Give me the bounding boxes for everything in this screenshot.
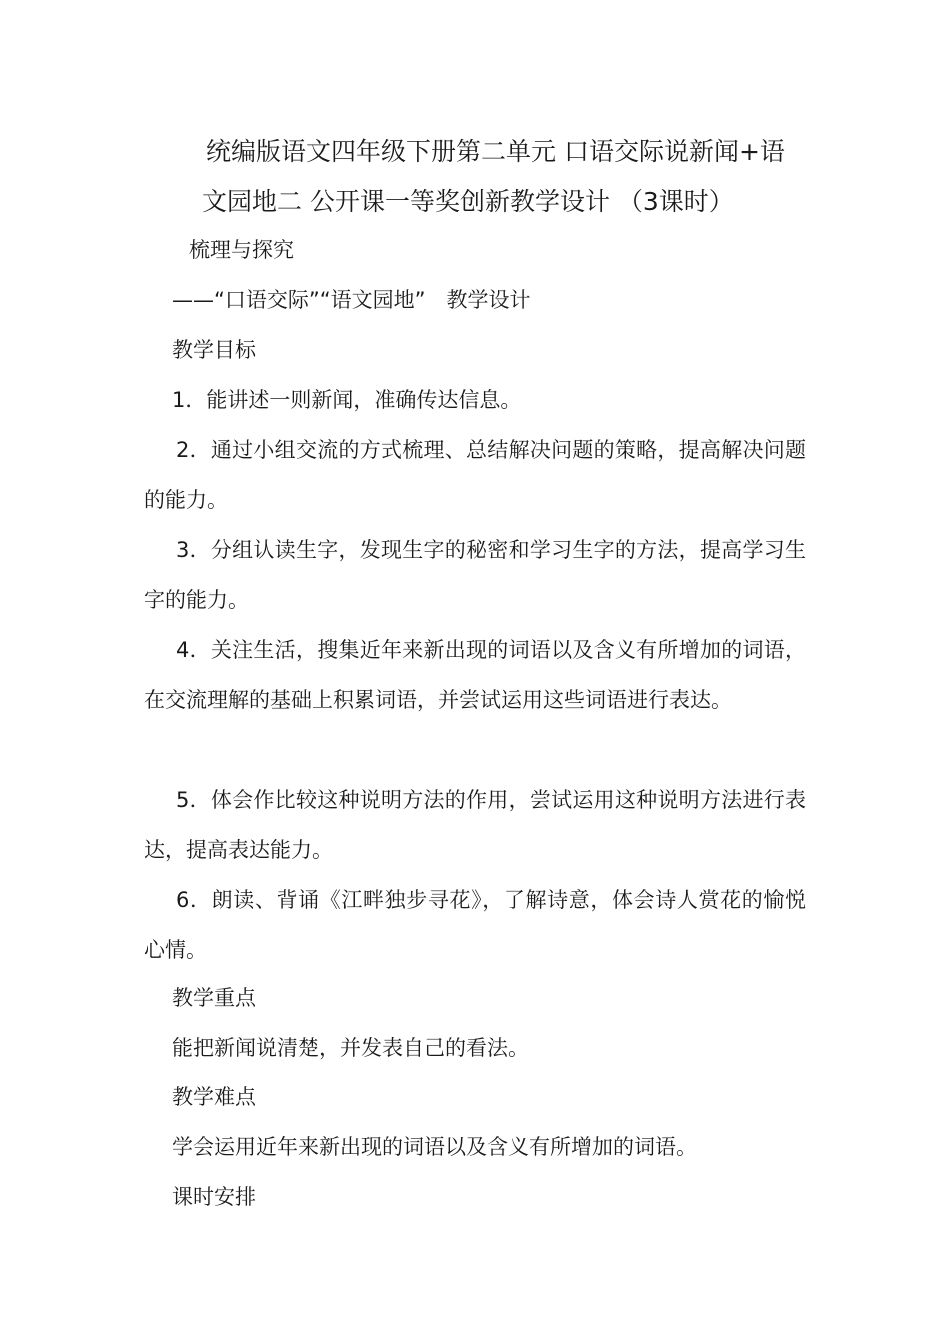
objective-item-3: 3．分组认读生字，发现生字的秘密和学习生字的方法，提高学习生字的能力。 bbox=[144, 538, 806, 612]
difficulties-heading: 教学难点 bbox=[172, 1085, 256, 1109]
objective-item-2: 2．通过小组交流的方式梳理、总结解决问题的策略，提高解决问题的能力。 bbox=[144, 438, 806, 512]
objective-item-6: 6．朗读、背诵《江畔独步寻花》，了解诗意，体会诗人赏花的愉悦心情。 bbox=[144, 888, 806, 962]
document-title-line-2: 文园地二 公开课一等奖创新教学设计 （3课时） bbox=[202, 187, 734, 216]
objective-item-1: 1．能讲述一则新闻，准确传达信息。 bbox=[172, 388, 522, 412]
key-points-heading: 教学重点 bbox=[172, 986, 256, 1010]
section-subtitle: 梳理与探究 bbox=[189, 238, 294, 262]
objectives-heading: 教学目标 bbox=[172, 338, 256, 362]
key-points-text: 能把新闻说清楚，并发表自己的看法。 bbox=[172, 1036, 529, 1060]
objective-item-5: 5．体会作比较这种说明方法的作用，尝试运用这种说明方法进行表达，提高表达能力。 bbox=[144, 788, 806, 862]
document-title-line-1: 统编版语文四年级下册第二单元 口语交际说新闻+语 bbox=[206, 137, 785, 166]
difficulties-text: 学会运用近年来新出现的词语以及含义有所增加的词语。 bbox=[172, 1135, 697, 1159]
schedule-heading: 课时安排 bbox=[172, 1185, 256, 1209]
objective-item-4: 4．关注生活，搜集近年来新出现的词语以及含义有所增加的词语，在交流理解的基础上积累词语，并尝试运用这些词语进行表达。 bbox=[144, 638, 806, 712]
design-subheading: ——“口语交际”“语文园地” 教学设计 bbox=[172, 288, 531, 312]
